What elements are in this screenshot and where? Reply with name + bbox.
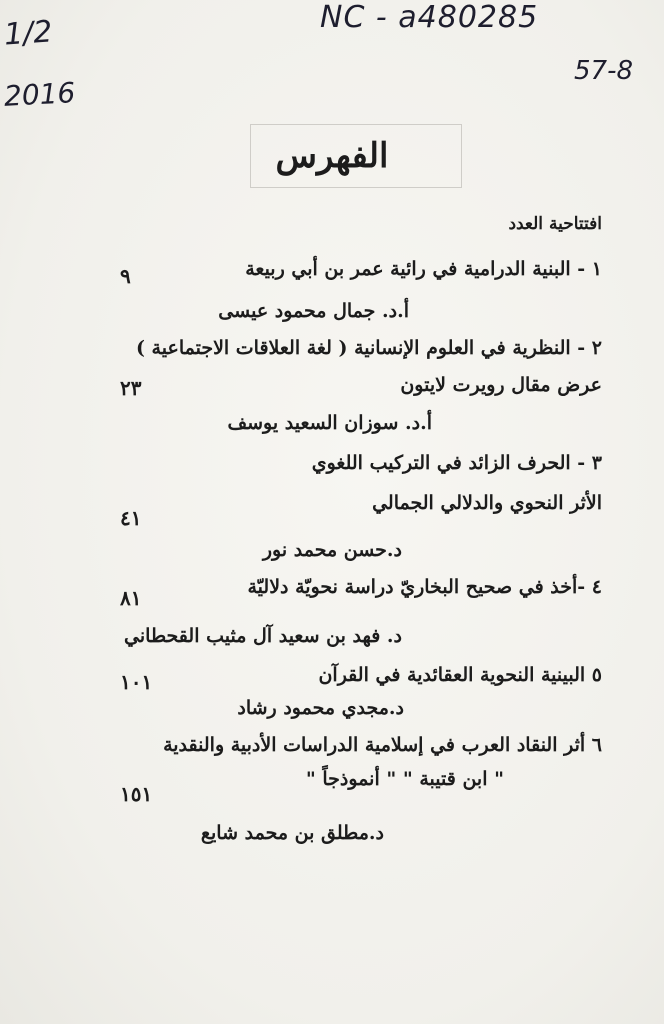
toc-page-number: ٢٣: [120, 376, 142, 400]
toc-page-number: ١٠١: [120, 670, 153, 694]
toc-entry-title: ٢ - النظرية في العلوم الإنسانية ( لغة العلاقات الاجتماعية ): [135, 337, 602, 359]
toc-entry-title: ٦ أثر النقاد العرب في إسلامية الدراسات الأدبية والنقدية: [163, 734, 602, 756]
toc-entry-subtitle: عرض مقال رويرت لايتون: [400, 374, 602, 396]
handwritten-year: 2016: [3, 76, 77, 113]
opening-label: افتتاحية العدد: [508, 214, 602, 234]
toc-entry-title: ٣ - الحرف الزائد في التركيب اللغوي: [311, 452, 602, 474]
toc-entry-author: د. فهد بن سعيد آل مثيب القحطاني: [124, 625, 402, 647]
toc-entry-title: ٥ البينية النحوية العقائدية في القرآن: [318, 664, 602, 686]
toc-entry-author: د.مجدي محمود رشاد: [237, 697, 404, 719]
toc-entry-author: أ.د. جمال محمود عيسى: [218, 300, 409, 322]
handwritten-page-number: 57-8: [574, 56, 634, 86]
toc-page-number: ٤١: [120, 506, 142, 530]
toc-entry-author: د.حسن محمد نور: [262, 539, 402, 561]
handwritten-catalog-code: NC - a480285: [320, 0, 539, 35]
toc-entry-title: ٤ -أخذ في صحيح البخاريّ دراسة نحويّة دلاليّة: [247, 576, 602, 598]
toc-entry-subtitle: " ابن قتيبة " " أنموذجاً ": [305, 768, 504, 790]
toc-page-number: ٨١: [120, 586, 142, 610]
page-title: الفهرس: [275, 136, 389, 176]
toc-entry-author: أ.د. سوزان السعيد يوسف: [227, 412, 432, 434]
toc-entry-subtitle: الأثر النحوي والدلالي الجمالي: [372, 492, 602, 514]
handwritten-fraction: 1/2: [2, 14, 54, 53]
toc-entry-title: ١ - البنية الدرامية في رائية عمر بن أبي ربيعة: [245, 258, 602, 280]
toc-page-number: ١٥١: [120, 782, 153, 806]
toc-page-number: ٩: [120, 264, 131, 288]
toc-entry-author: د.مطلق بن محمد شايع: [200, 822, 384, 844]
